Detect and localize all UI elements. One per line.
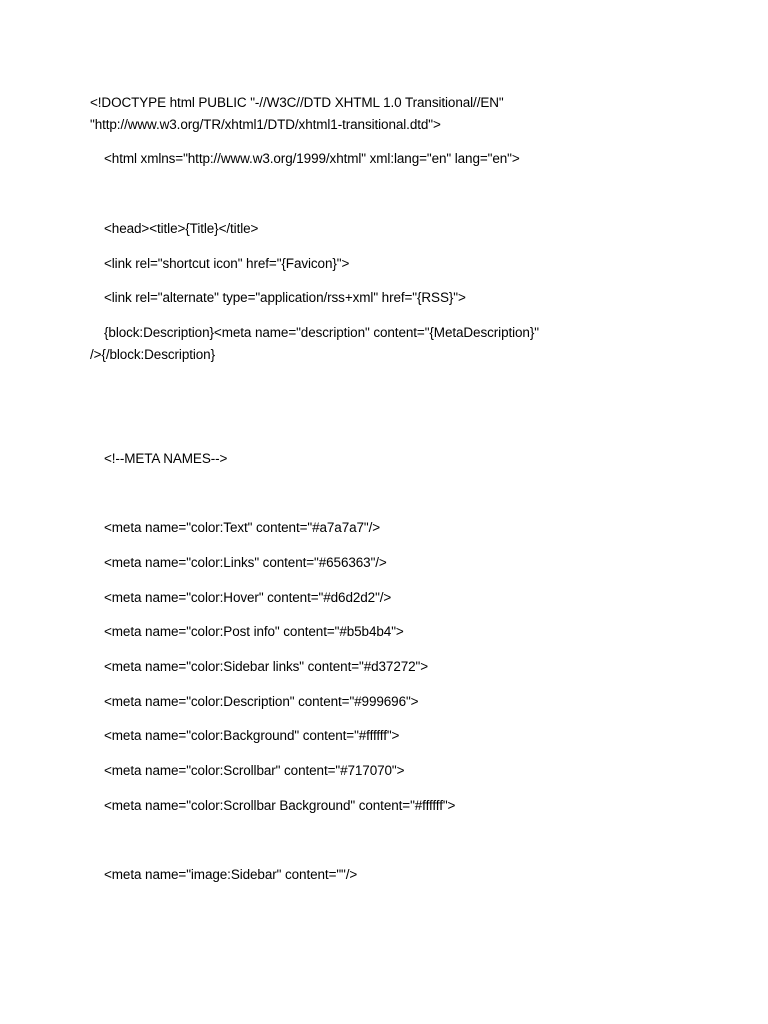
head-title-line: <head><title>{Title}</title>	[104, 221, 259, 236]
link-favicon-line: <link rel="shortcut icon" href="{Favicon}">	[104, 256, 350, 271]
doctype-line-1: <!DOCTYPE html PUBLIC "-//W3C//DTD XHTML 1.0 Transitional//EN"	[90, 95, 504, 110]
meta-color-line: <meta name="color:Links" content="#656363"/>	[104, 555, 387, 570]
meta-color-line: <meta name="color:Description" content="#999696">	[104, 694, 419, 709]
description-line-1: {block:Description}<meta name="description" content="{MetaDescription}"	[104, 325, 539, 340]
description-line-2: />{/block:Description}	[90, 347, 215, 362]
meta-image-sidebar-line: <meta name="image:Sidebar" content=""/>	[104, 867, 358, 882]
meta-color-line: <meta name="color:Scrollbar Background" content="#ffffff">	[104, 798, 456, 813]
meta-color-line: <meta name="color:Hover" content="#d6d2d2"/>	[104, 590, 392, 605]
doctype-line-2: "http://www.w3.org/TR/xhtml1/DTD/xhtml1-transitional.dtd">	[90, 117, 441, 132]
meta-color-line: <meta name="color:Post info" content="#b5b4b4">	[104, 624, 404, 639]
meta-color-line: <meta name="color:Scrollbar" content="#717070">	[104, 763, 405, 778]
meta-color-line: <meta name="color:Background" content="#ffffff">	[104, 728, 400, 743]
meta-names-comment: <!--META NAMES-->	[104, 451, 228, 466]
html-open-line: <html xmlns="http://www.w3.org/1999/xhtml" xml:lang="en" lang="en">	[104, 151, 520, 166]
link-rss-line: <link rel="alternate" type="application/rss+xml" href="{RSS}">	[104, 290, 466, 305]
meta-color-line: <meta name="color:Text" content="#a7a7a7"/>	[104, 520, 381, 535]
meta-color-line: <meta name="color:Sidebar links" content="#d37272">	[104, 659, 429, 674]
